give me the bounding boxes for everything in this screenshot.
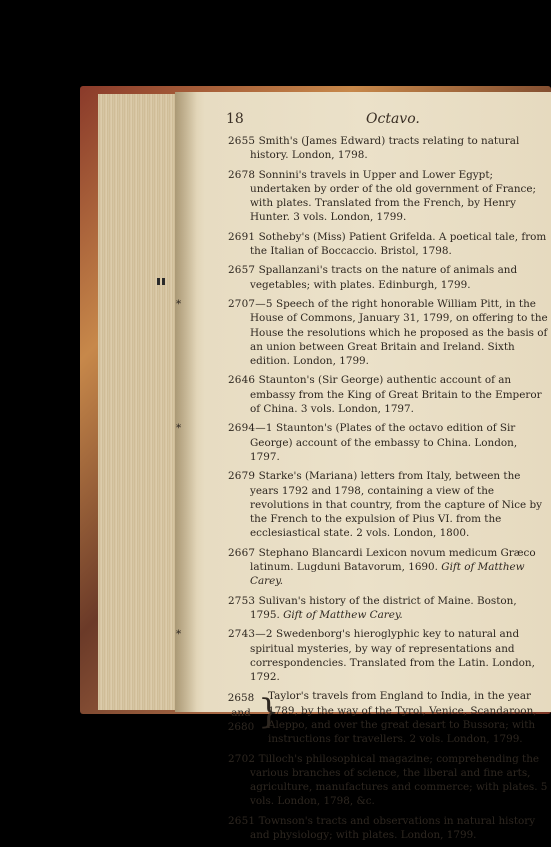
entry-number: 2680 (227, 720, 255, 733)
catalog-entry (228, 230, 548, 259)
entry-number: 2678 (228, 168, 256, 181)
entry-text: Tilloch's philosophical magazine; comprehending the various branches of science, the liberal and fine arts, agriculture, manufactures and commerce; with plates. 5 vols. London, 1798, &c. (250, 752, 548, 808)
entry-number: 2651 (228, 814, 256, 827)
entry-number: 2646 (228, 374, 256, 387)
catalog-entry (228, 689, 548, 746)
page-number: 18 (226, 111, 244, 127)
entry-number: 2707—5 (228, 297, 273, 310)
entry-numbers (226, 691, 256, 734)
entry-text: Spallanzani's tracts on the nature of animals and vegetables; with plates. Edinburgh, 1799. (250, 264, 518, 291)
entry-text: Swedenborg's hieroglyphic key to natural and spiritual mysteries, by way of representations and correspondencies. Translated from the Latin. London, 1792. (250, 628, 535, 684)
entry-text: Smith's (James Edward) tracts relating to natural history. London, 1798. (250, 135, 520, 162)
entry-number: 2655 (228, 135, 256, 147)
catalog-entry (228, 297, 548, 368)
catalog-entry (228, 373, 548, 416)
catalog-entry (228, 546, 548, 589)
entry-number: 2657 (228, 264, 256, 277)
entry-number: 2753 (228, 594, 256, 607)
entry-text: Sonnini's travels in Upper and Lower Egypt; undertaken by order of the old government of France; with plates. Translated from the French, by Henry Hunter. 3 vols. London, 1799. (250, 168, 537, 224)
entry-number: 2679 (228, 470, 256, 483)
entry-text: Speech of the right honorable William Pitt, in the House of Commons, January 31, 1799, on offering to the House the resolutions which he proposed as the basis of an union between Great Britain and Ireland. Sixth edition. London, 1799. (250, 297, 548, 368)
entry-number: 2691 (228, 230, 256, 243)
entry-text: Stephano Blancardi Lexicon novum medicum Græco latinum. Lugduni Batavorum, 1690. (250, 546, 536, 574)
catalog-entry (228, 168, 548, 225)
brace-icon: } (258, 692, 280, 733)
entry-text: Staunton's (Plates of the octavo edition of Sir George) account of the embassy to China. London, 1797. (250, 422, 518, 463)
page-header (226, 111, 551, 131)
catalog-entries (228, 134, 548, 847)
catalog-entry (228, 814, 548, 843)
gutter-shadow (175, 92, 197, 712)
catalog-entry (228, 134, 548, 163)
entry-number: 2658 (227, 692, 255, 705)
catalog-entry (228, 627, 548, 684)
entry-number: 2702 (228, 752, 256, 765)
entry-number: 2743—2 (228, 628, 273, 641)
entry-text: Sulivan's history of the district of Maine. Boston, 1795. (250, 594, 517, 621)
gift-note: Gift of Matthew Carey. (250, 561, 525, 588)
catalog-entry (228, 263, 548, 292)
entry-text: Sotheby's (Miss) Patient Grifelda. A poetical tale, from the Italian of Boccaccio. Bristol, 1798. (250, 230, 547, 258)
catalog-entry (228, 594, 548, 623)
catalog-entry (228, 752, 548, 809)
entry-text: Townson's tracts and observations in natural history and physiology; with plates. London, 1799. (250, 814, 536, 842)
entry-number: 2694—1 (228, 422, 273, 435)
entry-number: 2667 (228, 546, 256, 559)
catalog-entry (228, 469, 548, 540)
gift-note: Gift of Matthew Carey. (283, 608, 403, 621)
running-title: Octavo. (366, 111, 420, 127)
entry-text: Starke's (Mariana) letters from Italy, between the years 1792 and 1798, containing a view of the revolutions in that country, from the capture of Nice by the French to the expulsion of Pius VI. from the ecclesiastical state. 2 vols. London, 1800. (250, 470, 543, 540)
entry-text: Staunton's (Sir George) authentic account of an embassy from the King of Great Britain to the Emperor of China. 3 vols. London, 1797. (250, 374, 542, 416)
catalog-entry (228, 421, 548, 464)
entry-conjunction: and (231, 706, 251, 719)
entry-text: Taylor's travels from England to India, in the year 1789, by the way of the Tyrol, Venice, Scandaroon, Aleppo, and over the great desart to Bussora; with instructions for travellers. 2 vols. London, 1799. (268, 690, 537, 746)
tab-mark (157, 270, 167, 278)
